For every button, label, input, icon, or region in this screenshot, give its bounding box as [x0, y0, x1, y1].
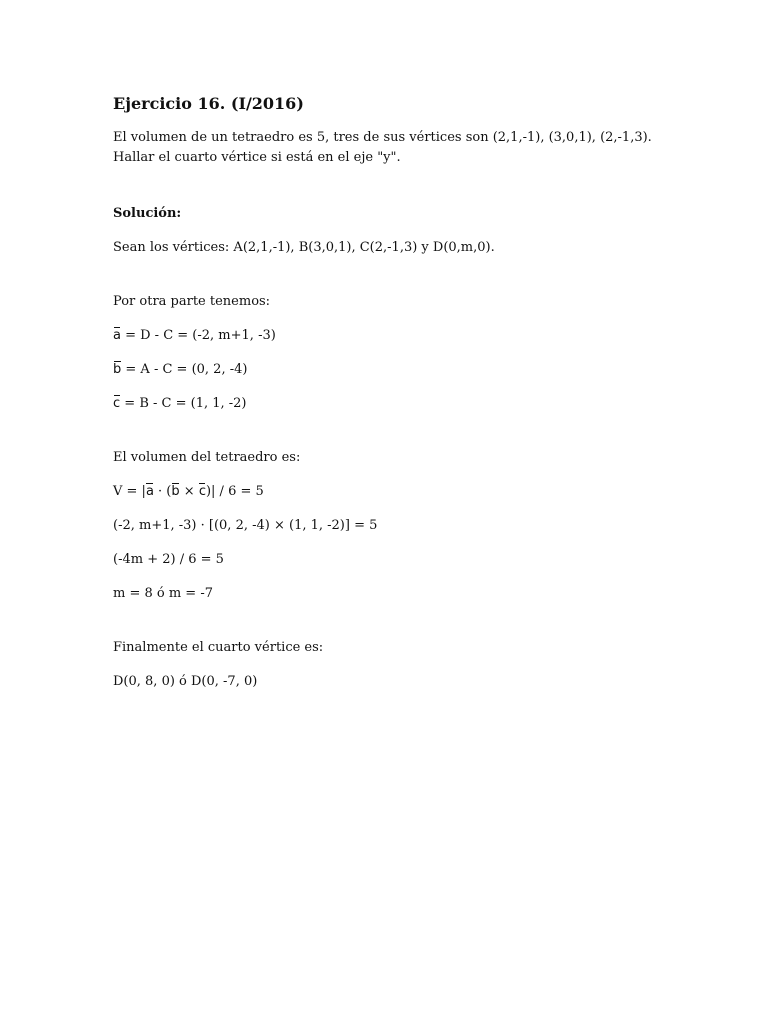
final-answer: D(0, 8, 0) ó D(0, -7, 0)	[113, 674, 258, 689]
calculation-step-3: m = 8 ó m = -7	[113, 586, 213, 601]
final-intro: Finalmente el cuarto vértice es:	[113, 640, 324, 655]
vector-b-expression: = A - C = (0, 2, -4)	[121, 362, 248, 377]
formula-vector-a: a	[146, 482, 154, 502]
solution-label: Solución:	[113, 206, 182, 221]
calculation-step-1: (-2, m+1, -3) · [(0, 2, -4) × (1, 1, -2)] = 5	[113, 518, 378, 533]
formula-dot: · (	[153, 484, 172, 499]
formula-vector-b: b	[171, 482, 179, 502]
exercise-title: Ejercicio 16. (I/2016)	[113, 94, 304, 113]
problem-line-1: El volumen de un tetraedro es 5, tres de sus vértices son (2,1,-1), (3,0,1), (2,-1,3).	[113, 130, 652, 145]
volume-suffix: )| / 6 = 5	[205, 484, 264, 499]
volume-intro: El volumen del tetraedro es:	[113, 450, 301, 465]
problem-line-2: Hallar el cuarto vértice si está en el eje "y".	[113, 150, 401, 165]
problem-statement	[113, 128, 673, 168]
volume-prefix: V = |	[113, 484, 146, 499]
vertices-text: Sean los vértices: A(2,1,-1), B(3,0,1), C(2,-1,3) y D(0,m,0).	[113, 240, 495, 255]
vector-c-line	[113, 394, 673, 414]
vector-c-symbol: c	[113, 394, 120, 414]
formula-vector-c: c	[199, 482, 206, 502]
volume-formula	[113, 482, 673, 502]
vector-b-line	[113, 360, 673, 380]
calculation-step-2: (-4m + 2) / 6 = 5	[113, 552, 224, 567]
vector-a-line	[113, 326, 673, 346]
vector-b-symbol: b	[113, 360, 121, 380]
vector-a-symbol: a	[113, 326, 121, 346]
formula-cross: ×	[179, 484, 199, 499]
document-page	[113, 92, 673, 692]
vector-c-expression: = B - C = (1, 1, -2)	[120, 396, 247, 411]
vector-a-expression: = D - C = (-2, m+1, -3)	[120, 328, 276, 343]
other-part-text: Por otra parte tenemos:	[113, 294, 271, 309]
